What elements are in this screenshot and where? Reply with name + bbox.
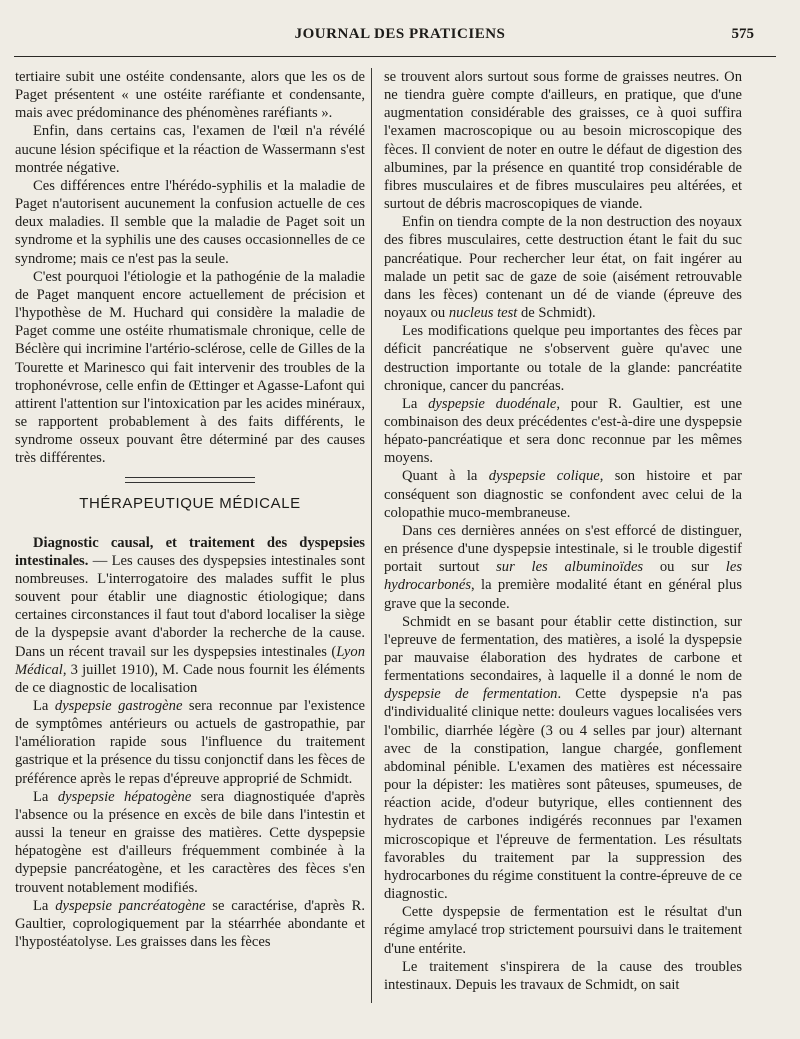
paragraph: tertiaire subit une ostéite condensante, alors que les os de Paget présentent « une ostéite raréfiante et condensante, mais avec prédominance des phénomènes raréfiants ».: [15, 69, 365, 122]
section-separator: [125, 477, 255, 483]
paragraph: La dyspepsie gastrogène sera reconnue par l'existence de symptômes antérieurs ou actuels de gastropathie, par l'amélioration rapide sous l'influence du traitement gastrique et la présence du tissu conjonctif dans les fèces de préférence après le repas d'épreuve approprié de Schmidt.: [15, 698, 365, 787]
paragraph: Diagnostic causal, et traitement des dyspepsies intestinales. — Les causes des dyspepsies intestinales sont nombreuses. L'interrogatoire des malades suffit le plus souvent pour établir une diagnostic étiologique; dans certaines circonstances il faut tout d'abord localiser la siège de la dyspepsie avant d'aborder la recherche de la cause. Dans un récent travail sur les dyspepsies intestinales (Lyon Médical, 3 juillet 1910), M. Cade nous fournit les éléments de ce diagnostic de localisation: [15, 534, 365, 696]
paragraph: Quant à la dyspepsie colique, son histoire et par conséquent son diagnostic se confondent avec celui de la colopathie muco-membraneuse.: [384, 468, 743, 521]
paragraph: C'est pourquoi l'étiologie et la pathogénie de la maladie de Paget manquent encore actuellement de précision et l'hypothèse de M. Huchard qui considère la maladie de Paget comme une ostéite rhumatismale chronique, celle de Béclère qui incrimine l'artério-sclérose, celle de Gilles de la Tourette et Marinesco qui fait intervenir des troubles de la trophonévrose, celle enfin de Œttinger et Agasse-Lafont qui attirent l'attention sur l'intoxication par les acides minéraux, se rapportent probablement à des faits différents, le syndrome osseux pouvant être déterminé par des causes très différentes.: [15, 268, 365, 467]
paragraph: Dans ces dernières années on s'est efforcé de distinguer, en présence d'une dyspepsie intestinale, si le trouble digestif portait surtout sur les albuminoïdes ou sur les hydrocarbonés, la première modalité étant en général plus grave que la seconde.: [384, 522, 742, 612]
paragraph: Enfin on tiendra compte de la non destruction des noyaux des fibres musculaires, cette destruction étant le fait du suc pancréatique. Pour rechercher leur état, on fait ingérer au malade un petit sac de gaze de soie (aisément retrouvable dans les fèces) contenant un dé de viande (épreuve des noyaux ou nucleus test de Schmidt).: [384, 214, 742, 322]
paragraph: La dyspepsie hépatogène sera diagnostiquée d'après l'absence ou la présence en excès de bile dans l'intestin et aussi la teneur en graisse des matières. Cette dyspepsie hépatogène est d'ailleurs fréquemment combinée à la dypepsie pancréatogène, et les caractères des fèces s'en trouvent notablement modifiés.: [15, 788, 365, 896]
running-header: [0, 26, 800, 50]
paragraph: La dyspepsie pancréatogène se caractérise, d'après R. Gaultier, coprologiquement par la stéarrhée abondante et l'hypostéatolyse. Les graisses dans les fèces: [15, 897, 366, 951]
column-divider: [371, 68, 372, 1003]
header-rule: [14, 56, 776, 57]
paragraph: Le traitement s'inspirera de la cause des troubles intestinaux. Depuis les travaux de Schmidt, on sait: [384, 958, 742, 993]
paragraph: La dyspepsie duodénale, pour R. Gaultier, est une combinaison des deux précédentes c'est-à-dire une dyspepsie hépato-pancréatique et sera donc reconnue par les mêmes moyens.: [384, 395, 742, 467]
journal-title: JOURNAL DES PRATICIENS: [294, 26, 506, 42]
paragraph: Enfin, dans certains cas, l'examen de l'œil n'a révélé aucune lésion spécifique et la réaction de Wassermann s'est montrée négative.: [15, 123, 365, 176]
right-column: [384, 68, 742, 994]
page-number: 575: [731, 26, 754, 42]
paragraph: Les modifications quelque peu importantes des fèces par déficit pancréatique ne s'observent guère qu'avec une destruction importante ou totale de la glande: pancréatite chronique, cancer du pancréas.: [384, 323, 742, 394]
paragraph: Ces différences entre l'hérédo-syphilis et la maladie de Paget n'autorisent aucunement la confusion actuelle de ces deux maladies. Il semble que la maladie de Paget soit un syndrome et la syphilis une des causes occasionnelles de ce syndrome; mais ce n'est pas la seule.: [15, 177, 365, 267]
article-title: Diagnostic causal, et traitement des dyspepsies intestinales.: [15, 534, 365, 569]
left-column: [15, 68, 365, 951]
paragraph: se trouvent alors surtout sous forme de graisses neutres. On ne tiendra guère compte d'ailleurs, en pratique, que d'une augmentation considérable des graisses, ce à quoi suffira l'examen macroscopique ou au besoin microscopique des fèces. Il convient de noter en outre le défaut de digestion des albumines, par la présence en quantité trop considérable de fibres musculaires et de fibres musculaires peu altérées, et surtout de débris macroscopiques de viande.: [384, 69, 742, 213]
paragraph: Schmidt en se basant pour établir cette distinction, sur l'epreuve de fermentation, des matières, a isolé la dyspepsie par mauvaise élaboration des hydrates de carbone et fermentations secondaires, à laquelle il a donné le nom de dyspepsie de fermentation. Cette dyspepsie n'a pas d'individualité clinique nette: douleurs vagues localisées vers l'ombilic, diarrhée légère (3 ou 4 selles par jour) alternant avec de la constipation, langue chargée, gonflement abdominal pénible. L'examen des matières est nécessaire pour la dépister: les matières sont pâteuses, spumeuses, de réaction acide, d'odeur butyrique, elles contiennent des hydrates de carbones indigérés reconnues par l'examen microscopique et l'épreuve de fermentation. Les résultats favorables du traitement par la suppression des hydrocarbones du régime constituent la contre-épreuve de ce diagnostic.: [384, 613, 743, 903]
paragraph: Cette dyspepsie de fermentation est le résultat d'un régime amylacé trop strictement poursuivi dans le traitement d'une entérite.: [384, 904, 742, 957]
section-heading: THÉRAPEUTIQUE MÉDICALE: [79, 495, 301, 513]
